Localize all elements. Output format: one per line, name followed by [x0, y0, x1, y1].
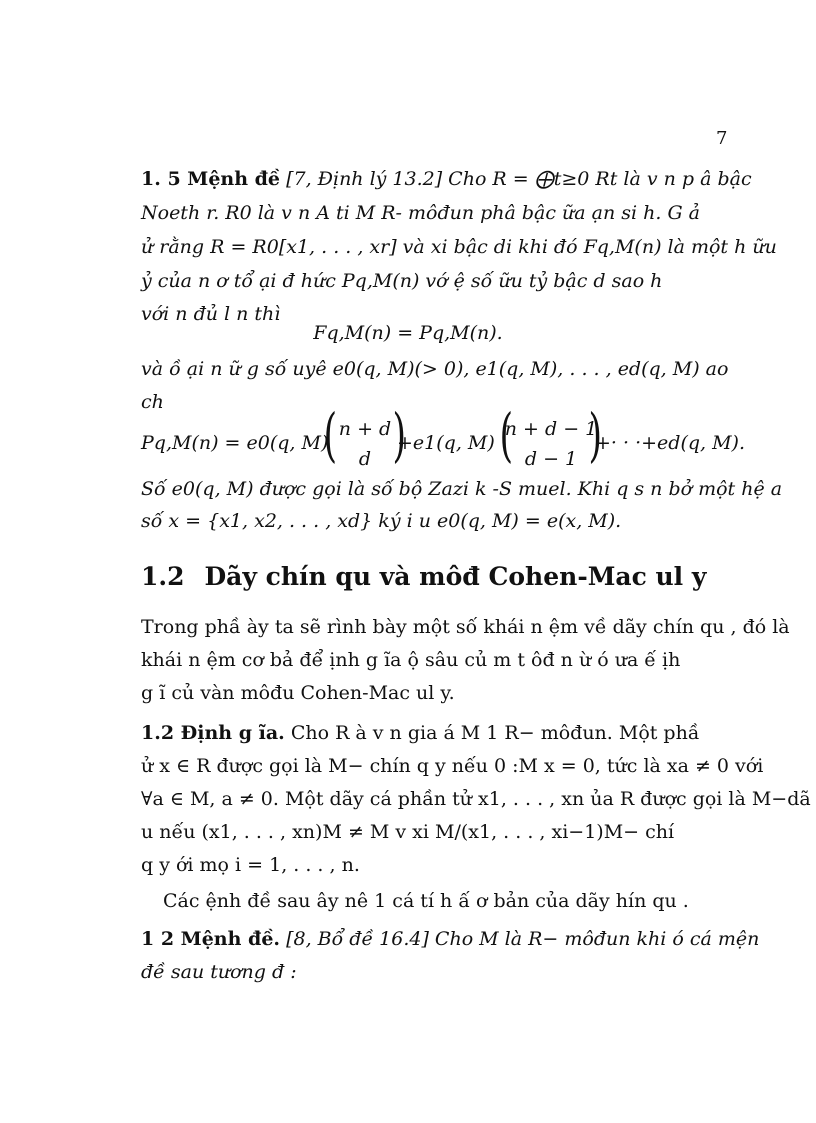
- prop-1-2-line-1: [141, 930, 759, 949]
- transition-sentence: Các ệnh đề sau ây nê 1 cá tí h ấ ơ bản của dãy hín qu .: [163, 890, 689, 912]
- prop-1-2-label: 1 2 Mệnh đề.: [141, 928, 281, 950]
- prop-1-5-line-3: ử rằng R = R0[x1, . . . , xr] và xi bậc di khi đó Fq,M(n) là một h ữu: [141, 236, 777, 258]
- prop-1-5-line-8: ch: [141, 391, 164, 413]
- section-number: 1.2: [141, 562, 185, 591]
- intro-line-1: Trong phầ ày ta sẽ rình bày một số khái n ệm về dãy chín qu , đó là: [141, 616, 790, 638]
- prop-1-2-line-2: đề sau tương đ :: [141, 961, 297, 983]
- prop-1-5-line-5: với n đủ l n thì: [141, 303, 281, 325]
- prop-1-5-line-7: và ồ ại n ữ g số uyê e0(q, M)(> 0), e1(q, M), . . . , ed(q, M) ao: [141, 358, 729, 380]
- definition-label: 1.2 Định g ĩa.: [141, 722, 285, 744]
- definition-line-5: q y ới mọ i = 1, . . . , n.: [141, 854, 360, 876]
- prop-1-5-line-2: Noeth r. R0 là v n A ti M R- môđun phâ bậc ữa ạn si h. G ả: [141, 202, 700, 224]
- binomial-1: ( n + d d ): [323, 401, 407, 470]
- binomial-1-top: n + d: [338, 418, 392, 440]
- prop-1-5-line-4: ỷ của n ơ tổ ại đ hức Pq,M(n) vớ ệ số ữu tỷ bậc d sao h: [141, 270, 663, 292]
- binomial-2: ( n + d − 1 d − 1 ): [499, 401, 603, 470]
- prop-1-5-label: 1. 5 Mệnh đề: [141, 168, 281, 190]
- prop-1-2-text: [8, Bổ đề 16.4] Cho M là R− môđun khi ó cá mện: [280, 928, 760, 950]
- display-equation: Fq,M(n) = Pq,M(n).: [313, 322, 503, 344]
- multiplicity-line-1: Số e0(q, M) được gọi là số bộ Zazi k -S muel. Khi q s n bở một hệ a: [141, 478, 783, 500]
- section-title: Dãy chín qu và môđ Cohen-Mac ul y: [204, 562, 707, 591]
- definition-line-1: [141, 724, 699, 743]
- binomial-2-top: n + d − 1: [504, 418, 598, 440]
- binomial-1-bottom: d: [358, 448, 372, 470]
- prop-1-5-text: [7, Định lý 13.2] Cho R = ⨁t≥0 Rt là v n p â bậc: [280, 168, 752, 190]
- definition-text: Cho R à v n gia á M 1 R− môđun. Một phầ: [284, 722, 700, 744]
- binomial-2-bottom: d − 1: [524, 448, 578, 470]
- multiplicity-line-2: số x = {x1, x2, . . . , xd} ký i u e0(q, M) = e(x, M).: [141, 510, 622, 532]
- formula-lhs: Pq,M(n) = e0(q, M): [141, 432, 329, 454]
- intro-line-2: khái n ệm cơ bả để ịnh g ĩa ộ sâu củ m t ôđ n ừ ó ưa ế ịh: [141, 649, 681, 671]
- formula-middle: +e1(q, M): [397, 432, 495, 454]
- prop-1-5-line-1: [141, 170, 752, 189]
- page-number: 7: [716, 128, 728, 149]
- formula-tail: +· · ·+ed(q, M).: [595, 432, 746, 454]
- definition-line-2: ử x ∈ R được gọi là M− chín q y nếu 0 :M x = 0, tức là xa ≠ 0 với: [141, 755, 764, 777]
- definition-line-3: ∀a ∈ M, a ≠ 0. Một dãy cá phần tử x1, . . . , xn ủa R được gọi là M−dã: [141, 788, 811, 810]
- definition-line-4: u nếu (x1, . . . , xn)M ≠ M v xi M/(x1, . . . , xi−1)M− chí: [141, 821, 675, 843]
- section-heading: [141, 562, 706, 591]
- intro-line-3: g ĩ củ vàn môđu Cohen-Mac ul y.: [141, 682, 455, 704]
